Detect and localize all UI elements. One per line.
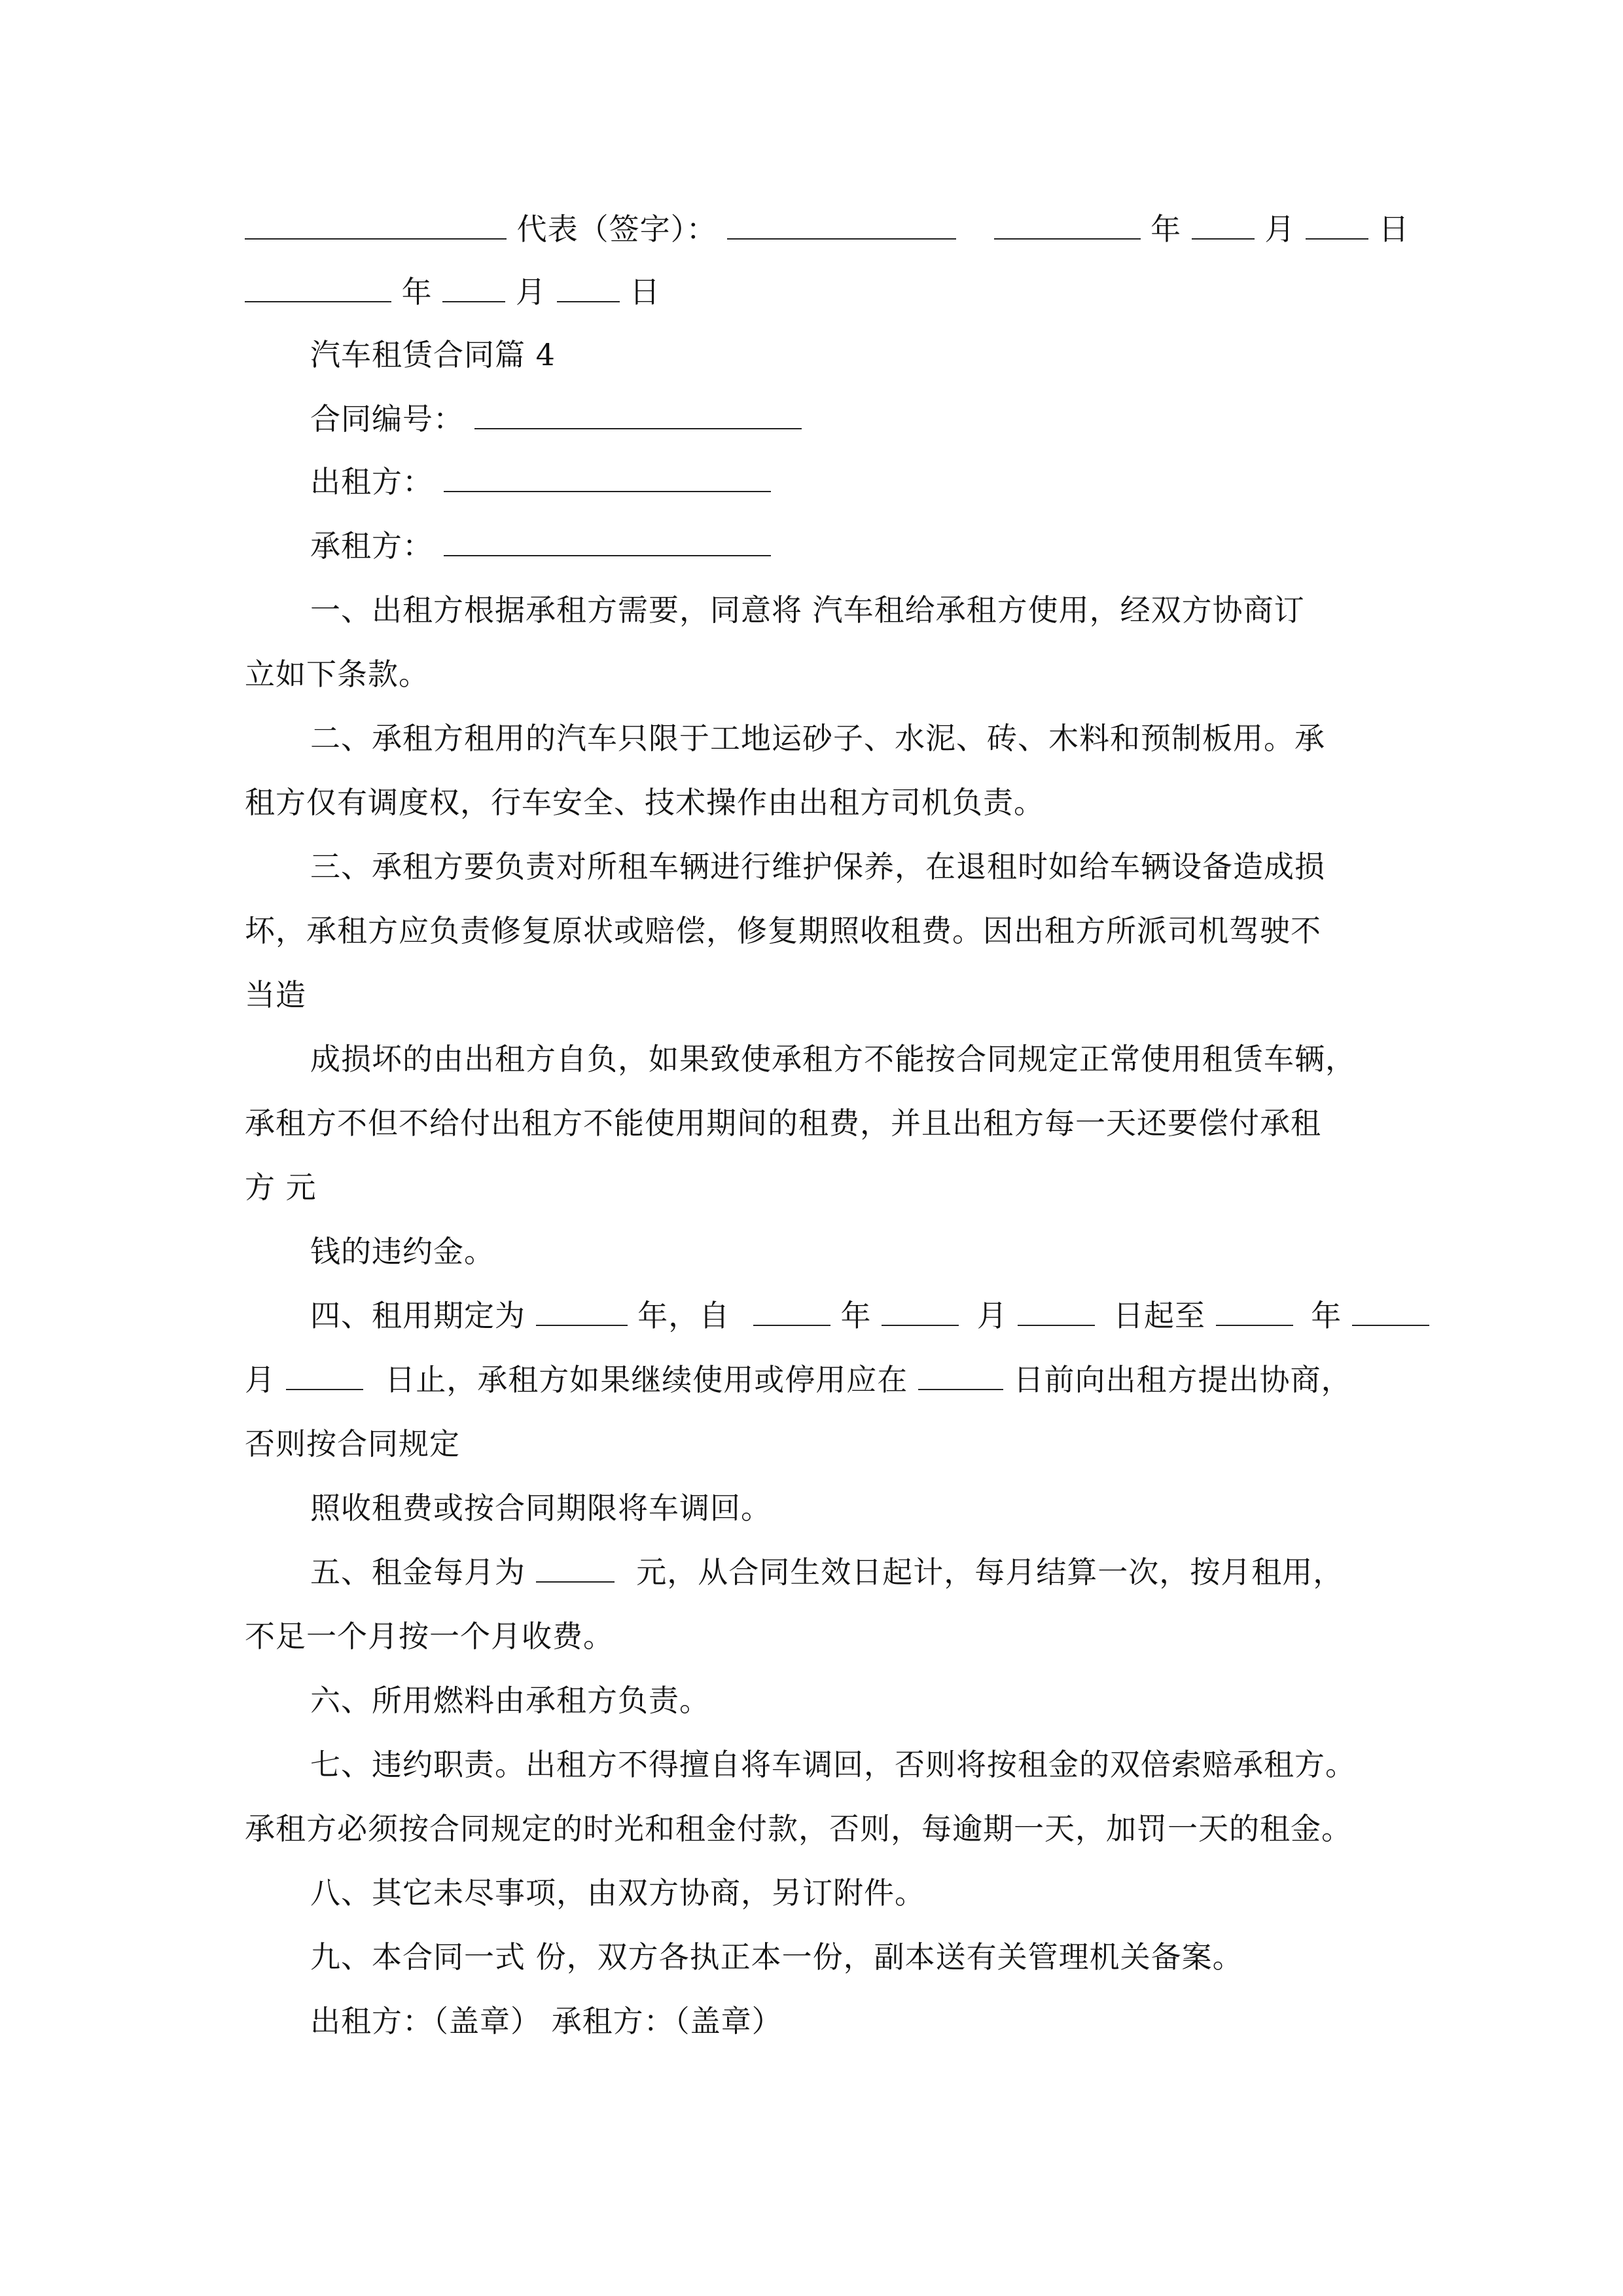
clause-text: 方 元 [245, 1170, 317, 1205]
blank-field [753, 1296, 830, 1326]
clause-text: 不足一个月按一个月收费。 [245, 1619, 614, 1654]
blank-field [444, 462, 771, 492]
clause-text: 三、承租方要负责对所租车辆进行维护保养，在退租时如给车辆设备造成损 [310, 849, 1325, 884]
clause-text: 八、其它未尽事项，由双方协商，另订附件。 [310, 1875, 925, 1910]
day-label: 日 [1378, 211, 1410, 247]
contract-number-line [310, 399, 1449, 439]
month-label: 月 [976, 1298, 1008, 1333]
blank-field [536, 1296, 628, 1326]
month-label: 月 [245, 1362, 276, 1397]
clause-text: 租方仅有调度权，行车安全、技术操作由出租方司机负责。 [245, 785, 1044, 820]
blank-field [245, 209, 507, 240]
year-label: 年 [401, 274, 433, 310]
clause-text: 日起至 [1113, 1298, 1205, 1333]
clause-text: 四、租用期定为 [310, 1298, 526, 1333]
clause-text: 五、租金每月为 [310, 1554, 526, 1590]
blank-field [442, 272, 505, 302]
clause-text: 一、出租方根据承租方需要，同意将 汽车租给承租方使用，经双方协商订 [310, 592, 1305, 628]
contract-heading: 汽车租赁合同篇 4 [310, 337, 556, 372]
blank-field [474, 399, 802, 429]
clause-text: 二、承租方租用的汽车只限于工地运砂子、水泥、砖、木料和预制板用。承 [310, 721, 1325, 756]
year-label: 年 [1150, 211, 1182, 247]
lease-term-line-2 [245, 1360, 1383, 1399]
blank-field [1352, 1296, 1429, 1326]
month-label: 月 [1264, 211, 1296, 247]
date-line [245, 272, 1383, 312]
blank-field [882, 1296, 959, 1326]
year-label: 年 [840, 1298, 872, 1333]
clause-text: 照收租费或按合同期限将车调回。 [310, 1490, 772, 1526]
clause-text: 六、所用燃料由承租方负责。 [310, 1683, 710, 1718]
blank-field [557, 272, 620, 302]
lessee-label: 承租方： [310, 528, 433, 564]
lease-term-line [310, 1296, 1449, 1335]
clause-text: 立如下条款。 [245, 656, 429, 692]
lessee-line [310, 526, 1449, 565]
blank-field [1018, 1296, 1095, 1326]
clause-text: 承租方必须按合同规定的时光和租金付款，否则，每逾期一天，加罚一天的租金。 [245, 1811, 1352, 1846]
rent-line [310, 1552, 1449, 1592]
day-label: 日 [630, 274, 661, 310]
year-label: 年 [1311, 1298, 1342, 1333]
clause-text: 成损坏的由出租方自负，如果致使承租方不能按合同规定正常使用租赁车辆， [310, 1041, 1356, 1077]
clause-text: 当造 [245, 977, 306, 1013]
clause-text: 元，从合同生效日起计，每月结算一次，按月租用， [636, 1554, 1344, 1590]
lessor-label: 出租方： [310, 464, 433, 499]
blank-field [994, 209, 1141, 240]
clause-text: 日前向出租方提出协商， [1013, 1362, 1352, 1397]
representative-label: 代表（签字）： [516, 211, 717, 247]
clause-text: 七、违约职责。出租方不得擅自将车调回，否则将按租金的双倍索赔承租方。 [310, 1747, 1356, 1782]
seal-line: 出租方：（盖章） 承租方：（盖章） [310, 2003, 783, 2039]
blank-field [918, 1360, 1003, 1390]
blank-field [1192, 209, 1255, 240]
blank-field [536, 1552, 615, 1583]
contract-number-label: 合同编号： [310, 401, 464, 437]
clause-text: 年，自 [637, 1298, 730, 1333]
clause-text: 日止，承租方如果继续使用或停用应在 [385, 1362, 908, 1397]
blank-field [1216, 1296, 1293, 1326]
blank-field [444, 526, 771, 556]
clause-text: 九、本合同一式 份，双方各执正本一份，副本送有关管理机关备案。 [310, 1939, 1243, 1975]
blank-field [1306, 209, 1368, 240]
blank-field [286, 1360, 363, 1390]
signature-line [245, 209, 1410, 249]
blank-field [245, 272, 391, 302]
lessor-line [310, 462, 1449, 501]
clause-text: 钱的违约金。 [310, 1234, 495, 1269]
blank-field [727, 209, 956, 240]
clause-text: 坏，承租方应负责修复原状或赔偿，修复期照收租费。因出租方所派司机驾驶不 [245, 913, 1321, 948]
month-label: 月 [515, 274, 546, 310]
clause-text: 承租方不但不给付出租方不能使用期间的租费，并且出租方每一天还要偿付承租 [245, 1105, 1321, 1141]
clause-text: 否则按合同规定 [245, 1426, 460, 1462]
